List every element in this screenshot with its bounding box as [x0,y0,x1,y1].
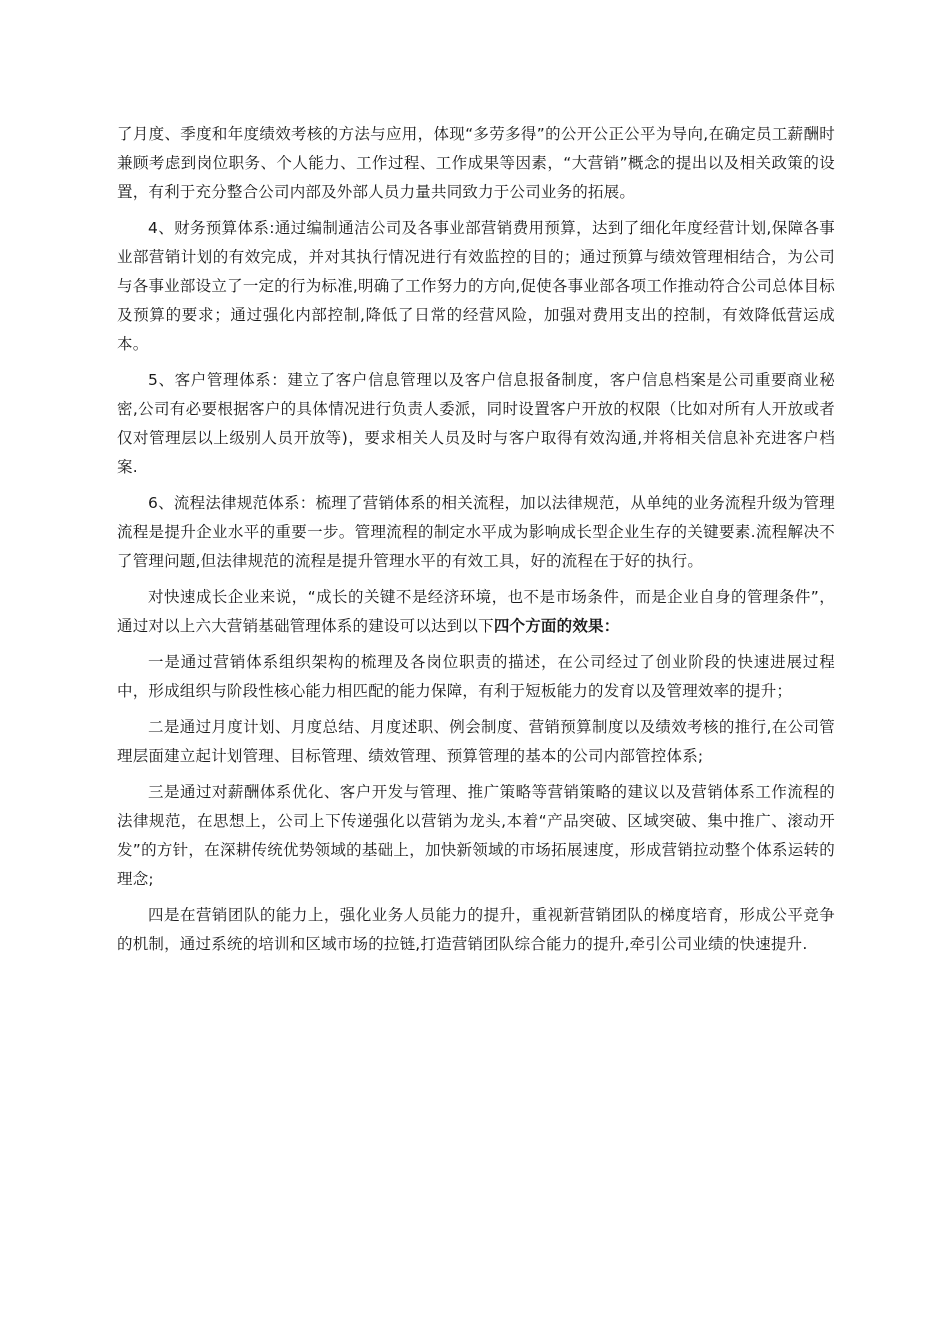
paragraph-customer-management: 5、客户管理体系：建立了客户信息管理以及客户信息报备制度，客户信息档案是公司重要商业秘密,公司有必要根据客户的具体情况进行负责人委派，同时设置客户开放的权限（比如对所有人开放或者仅对管理层以上级别人员开放等)，要求相关人员及时与客户取得有效沟通,并将相关信息补充进客户档案. [117,371,835,476]
paragraph-growth-summary-text: 对快速成长企业来说，“成长的关键不是经济环境，也不是市场条件，而是企业自身的管理条件”，通过对以上六大营销基础管理体系的建设可以达到以下 [117,588,835,635]
paragraph-effect-two: 二是通过月度计划、月度总结、月度述职、例会制度、营销预算制度以及绩效考核的推行,在公司管理层面建立起计划管理、目标管理、绩效管理、预算管理的基本的公司内部管控体系; [117,718,835,765]
paragraph-effect-four: 四是在营销团队的能力上，强化业务人员能力的提升，重视新营销团队的梯度培育，形成公平竞争的机制，通过系统的培训和区域市场的拉链,打造营销团队综合能力的提升,牵引公司业绩的快速提升. [117,906,835,953]
paragraph-performance-continued: 了月度、季度和年度绩效考核的方法与应用，体现“多劳多得”的公开公正公平为导向,在确定员工薪酬时兼顾考虑到岗位职务、个人能力、工作过程、工作成果等因素，“大营销”概念的提出以及相关政策的设置，有利于充分整合公司内部及外部人员力量共同致力于公司业务的拓展。 [117,125,835,201]
paragraph-finance-budget: 4、财务预算体系:通过编制通洁公司及各事业部营销费用预算，达到了细化年度经营计划,保障各事业部营销计划的有效完成，并对其执行情况进行有效监控的目的；通过预算与绩效管理相结合，为公司与各事业部设立了一定的行为标准,明确了工作努力的方向,促使各事业部各项工作推动符合公司总体目标及预算的要求；通过强化内部控制,降低了日常的经营风险，加强对费用支出的控制，有效降低营运成本。 [117,219,835,353]
paragraph-effect-one: 一是通过营销体系组织架构的梳理及各岗位职责的描述，在公司经过了创业阶段的快速进展过程中，形成组织与阶段性核心能力相匹配的能力保障，有利于短板能力的发育以及管理效率的提升； [117,653,835,700]
paragraph-effect-three: 三是通过对薪酬体系优化、客户开发与管理、推广策略等营销策略的建议以及营销体系工作流程的法律规范，在思想上，公司上下传递强化以营销为龙头,本着“产品突破、区域突破、集中推广、滚动开发”的方针，在深耕传统优势领域的基础上，加快新领域的市场拓展速度，形成营销拉动整个体系运转的理念; [117,783,835,888]
paragraph-growth-summary [117,583,835,641]
paragraph-process-legal: 6、流程法律规范体系：梳理了营销体系的相关流程，加以法律规范，从单纯的业务流程升级为管理流程是提升企业水平的重要一步。管理流程的制定水平成为影响成长型企业生存的关键要素.流程解决不了管理问题,但法律规范的流程是提升管理水平的有效工具，好的流程在于好的执行。 [117,494,835,570]
document-body [117,120,835,966]
paragraph-growth-summary-bold: 四个方面的效果： [493,617,620,635]
